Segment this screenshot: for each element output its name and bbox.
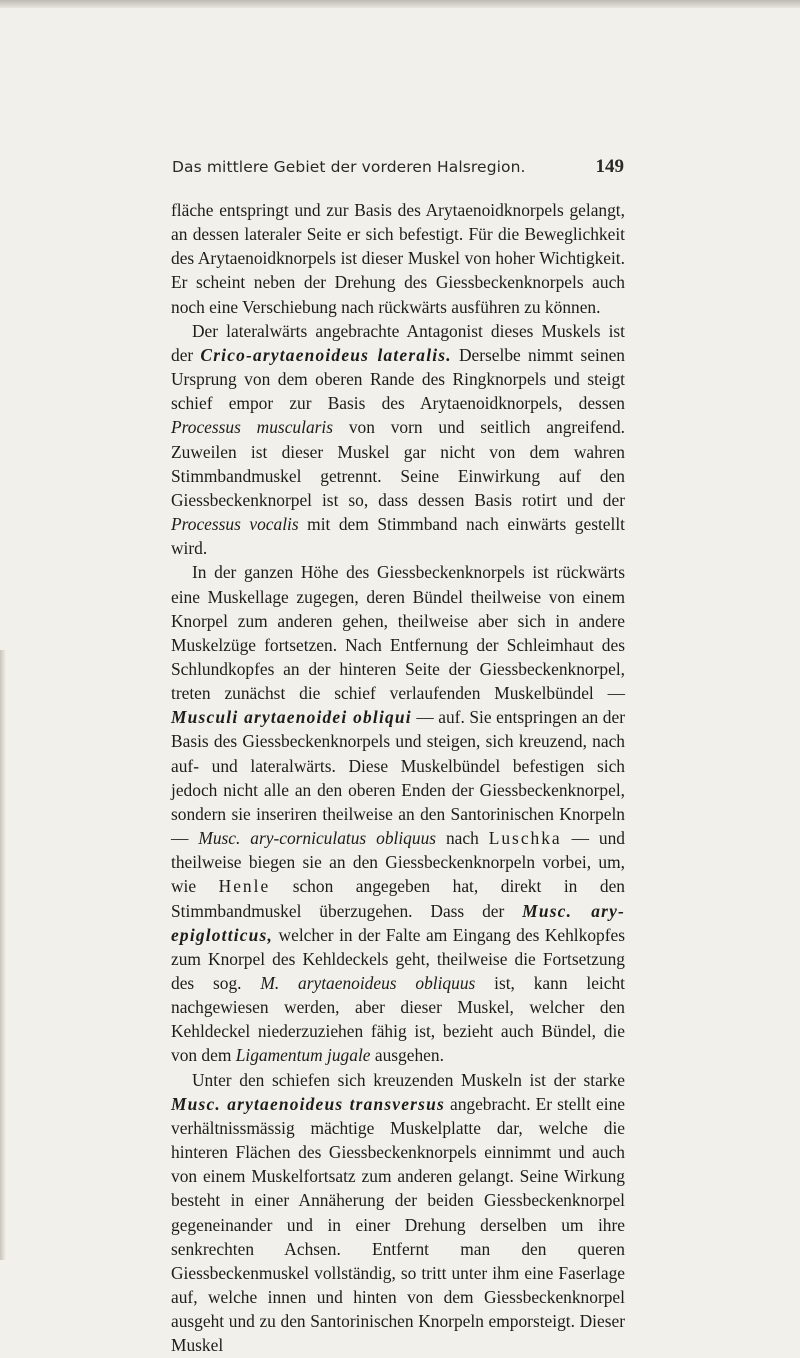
text-segment: Der lateralwärts angebrachte Antagonist dieses Muskels ist der — [171, 320, 625, 365]
spaced-term: Musc. arytaenoideus transversus — [171, 1093, 445, 1114]
text-segment: ausgehen. — [370, 1045, 444, 1066]
body-text — [171, 198, 625, 1358]
page-top-shadow — [0, 0, 800, 8]
text-segment: von vorn und seitlich angreifend. Zuweilen ist dieser Muskel gar nicht von dem wahren Stimmbandmuskel getrennt. Seine Einwirkung auf den Giessbeckenknorpel ist so, dass dessen Basis rotirt und der — [171, 417, 625, 510]
italic-term: Processus vocalis — [171, 514, 299, 535]
running-title: Das mittlere Gebiet der vorderen Halsregion. — [172, 158, 526, 176]
italic-term: Musc. ary-corniculatus obliquus — [198, 828, 437, 849]
italic-term: M. arytaenoideus obliquus — [260, 973, 476, 993]
text-segment: nach — [436, 828, 489, 849]
text-segment: Unter den schiefen sich kreuzenden Muskeln ist der starke — [192, 1069, 625, 1090]
page-number: 149 — [595, 156, 624, 177]
text-segment: — und theilweise biegen sie an den Giessbeckenknorpeln vorbei, um, wie — [171, 828, 625, 897]
text-segment: Derselbe nimmt seinen Ursprung von dem oberen Rande des Ringknorpels und steigt schief empor zur Basis des Arytaenoidknorpels, dessen — [171, 344, 625, 414]
author-name: Henle — [218, 876, 271, 897]
page-left-shadow — [0, 650, 6, 1260]
paragraph — [171, 319, 625, 561]
text-segment: In der ganzen Höhe des Giessbeckenknorpels ist rückwärts eine Muskellage zugegen, deren Bündel theilweise von einem Knorpel zum anderen gehen, theilweise aber sich in andere Muskelzüge fortsetzen. Nach Entfernung der Schleimhaut des Schlundkopfes an der hinteren Seite der Giessbeckenknorpel, treten zunächst die schief verlaufenden Muskelbündel — — [171, 562, 625, 704]
author-name: Luschka — [488, 828, 562, 849]
text-segment: — auf. Sie entspringen an der Basis des Giessbeckenknorpels und steigen, sich kreuzend, nach auf- und lateralwärts. Diese Muskelbündel befestigen sich jedoch nicht alle an den oberen Enden der Giessbeckenknorpel, sondern sie inseriren theilweise an den Santorinischen Knorpeln — — [171, 707, 625, 849]
spaced-term: Musculi arytaenoidei obliqui — [171, 707, 412, 728]
page-header — [172, 154, 624, 184]
text-segment: angebracht. Er stellt eine verhältnissmässig mächtige Muskelplatte dar, welche die hinteren Flächen des Giessbeckenknorpels einnimmt und auch von einem Muskelfortsatz zum anderen gelangt. Seine Wirkung besteht in einer Annäherung der beiden Giessbeckenknorpel gegeneinander und in einer Drehung derselben um ihre senkrechten Achsen. Entfernt man den queren Giessbeckenmuskel vollständig, so tritt unter ihm eine Faserlage auf, welche innen und hinten von dem Giessbeckenknorpel ausgeht und zu den Santorinischen Knorpeln emporsteigt. Dieser Muskel — [171, 1093, 625, 1356]
text-segment: mit dem Stimmband nach einwärts gestellt wird. — [171, 514, 626, 559]
paragraph — [171, 198, 625, 319]
text-segment: ist, kann leicht nachgewiesen werden, aber dieser Muskel, welcher den Kehldeckel niederzuziehen fähig ist, bezieht auch Bündel, die von dem — [171, 973, 625, 1066]
text-segment: fläche entspringt und zur Basis des Arytaenoidknorpels gelangt, an dessen lateraler Seite er sich befestigt. Für die Beweglichkeit des Arytaenoidknorpels ist dieser Muskel von hoher Wichtigkeit. Er scheint neben der Drehung des Giessbeckenknorpels auch noch eine Verschiebung nach rückwärts ausführen zu können. — [171, 200, 625, 317]
spaced-term: Musc. ary-epiglotticus, — [171, 900, 625, 945]
spaced-term: Crico-arytaenoideus lateralis. — [200, 344, 452, 365]
text-segment: schon angegeben hat, direkt in den Stimmbandmuskel überzugehen. Dass der — [171, 876, 625, 921]
paragraph — [171, 1068, 625, 1358]
text-segment: welcher in der Falte am Eingang des Kehlkopfes zum Knorpel des Kehldeckels geht, theilweise die Fortsetzung des sog. — [171, 924, 625, 993]
italic-term: Processus muscularis — [171, 417, 334, 438]
italic-term: Ligamentum jugale — [235, 1045, 371, 1066]
paragraph — [171, 560, 625, 1067]
